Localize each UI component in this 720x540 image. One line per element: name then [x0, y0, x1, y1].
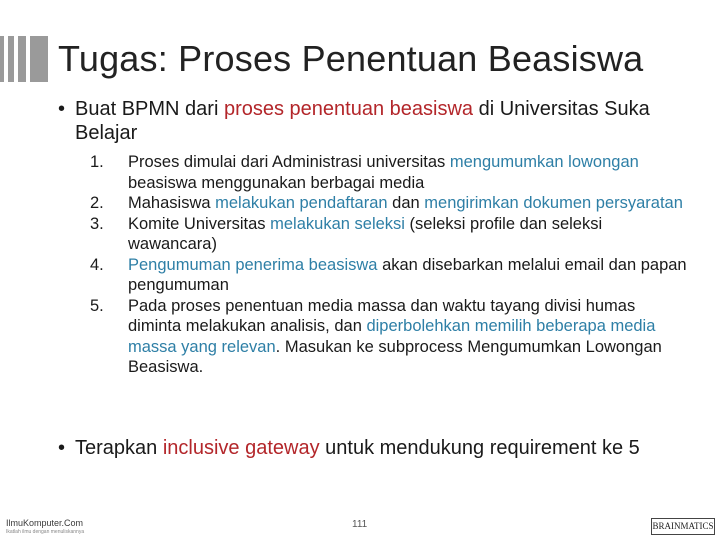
ilmukomputer-tagline: Ikatlah ilmu dengan menuliskannya: [6, 529, 85, 535]
brainmatics-logo: BRAINMATICS: [651, 518, 715, 535]
list-item-number: 1.: [90, 153, 104, 171]
bullet-1-text: [75, 97, 675, 145]
list-item-text: . Masukan ke subprocess Mengumumkan Lowongan Beasiswa.: [128, 337, 662, 376]
list-item-number: 3.: [90, 214, 104, 233]
list-item-number: 5.: [90, 296, 104, 315]
list-item-text: beasiswa menggunakan berbagai media: [128, 173, 425, 192]
list-item: [90, 193, 690, 214]
bullet-marker: •: [58, 98, 66, 120]
list-item: [90, 152, 690, 193]
list-item-text: Mahasiswa: [128, 194, 216, 212]
title-decoration-bars: [0, 36, 50, 82]
list-item-highlight: diperbolehkan memilih beberapa media massa yang relevan: [128, 317, 656, 356]
bullet-2-text: [75, 436, 675, 460]
numbered-list: [90, 152, 690, 378]
bullet-1-highlight: proses penentuan beasiswa: [223, 98, 474, 120]
list-item: [90, 255, 690, 296]
list-item-text: akan disebarkan melalui email dan papan pengumuman: [128, 255, 687, 294]
list-item-highlight: melakukan seleksi: [270, 214, 405, 233]
page-number: 111: [352, 519, 368, 530]
bullet-1-text-start: Buat BPMN dari: [75, 98, 224, 120]
list-item-highlight: Pengumuman penerima beasiswa: [128, 255, 378, 274]
bullet-marker: •: [58, 437, 66, 459]
ilmukomputer-logo-text: IlmuKomputer.Com: [6, 518, 84, 528]
slide-title: Tugas: Proses Penentuan Beasiswa: [58, 38, 644, 79]
bullet-2-highlight: inclusive gateway: [162, 437, 320, 459]
list-item-highlight: melakukan pendaftaran: [215, 194, 388, 212]
list-item-number: 4.: [90, 255, 104, 274]
ilmukomputer-logo: [6, 518, 84, 535]
list-item-text: (seleksi profile dan seleksi wawancara): [128, 214, 603, 253]
list-item: [90, 296, 690, 378]
list-item-highlight: mengumumkan lowongan: [449, 153, 639, 171]
list-item: [90, 214, 690, 255]
list-item-text: Komite Universitas: [128, 214, 271, 233]
bullet-2-text-end: untuk mendukung requirement ke 5: [319, 437, 640, 459]
list-item-text: Proses dimulai dari Administrasi universitas: [128, 153, 450, 171]
bullet-1-text-end: di Universitas Suka Belajar: [75, 98, 650, 144]
list-item-text: dan: [387, 194, 425, 212]
list-item-highlight: mengirimkan dokumen persyaratan: [424, 194, 683, 212]
list-item-text: Pada proses penentuan media massa dan waktu tayang divisi humas diminta melakukan analisis, dan: [128, 296, 636, 335]
bullet-2-text-start: Terapkan: [75, 437, 163, 459]
list-item-number: 2.: [90, 194, 104, 212]
